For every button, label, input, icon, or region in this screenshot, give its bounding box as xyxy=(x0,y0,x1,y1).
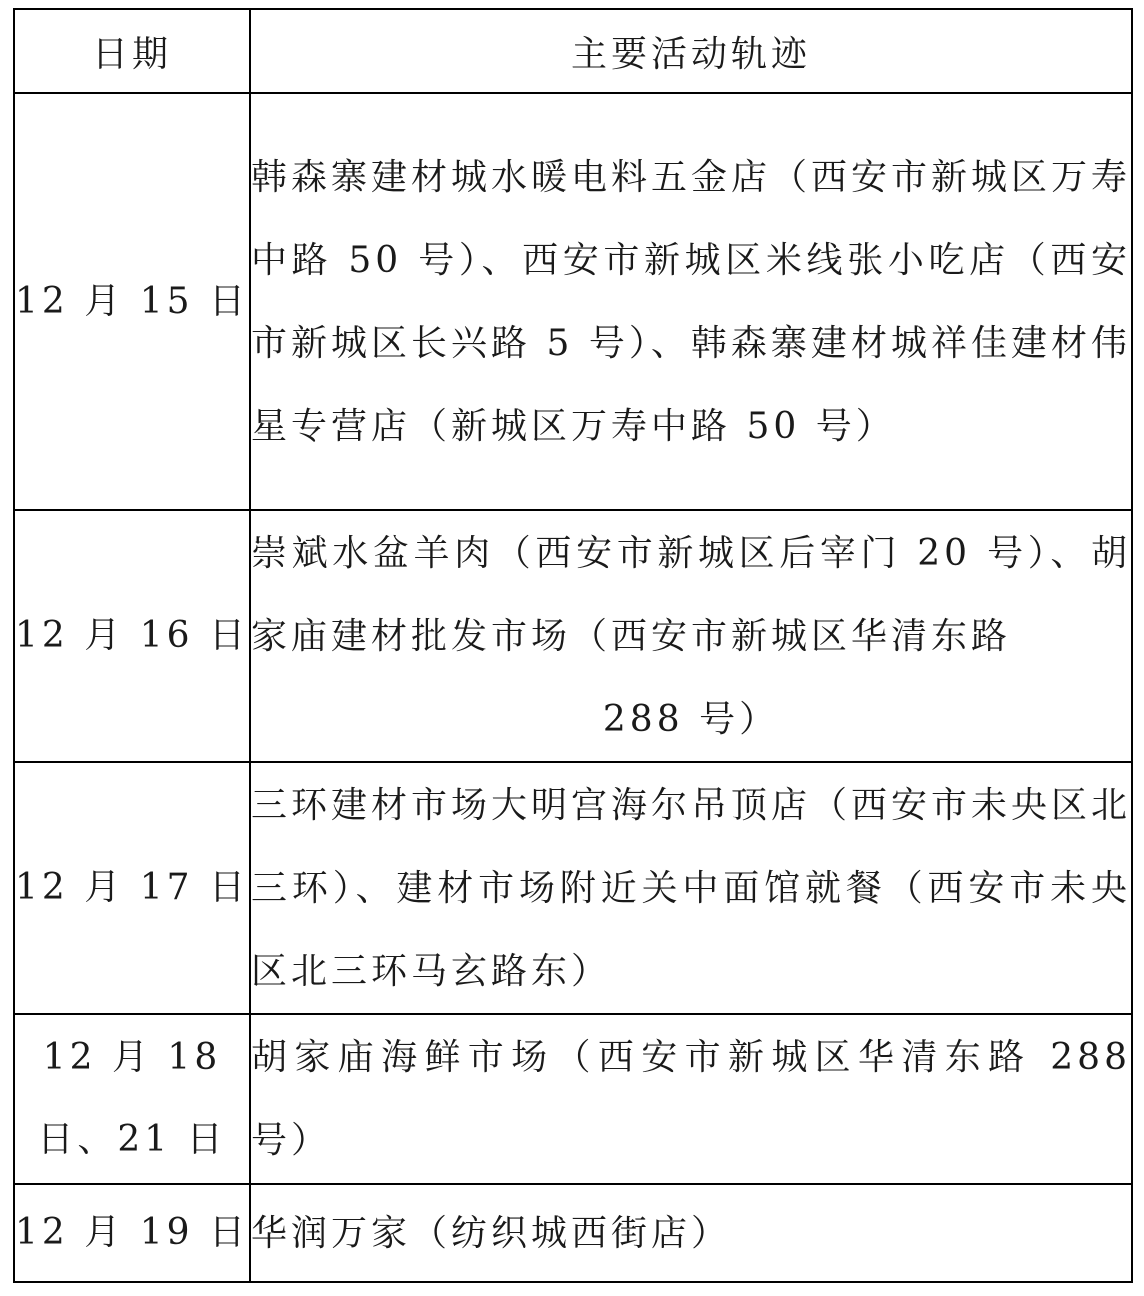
row-activity: 崇斌水盆羊肉（西安市新城区后宰门 20 号）、胡家庙建材批发市场（西安市新城区华清东路 xyxy=(251,532,1131,657)
row-date: 12 月 19 日 xyxy=(14,1184,250,1282)
table-row xyxy=(14,762,1132,1014)
table-row xyxy=(14,510,1132,762)
header-date: 日期 xyxy=(14,9,250,93)
row-date: 12 月 18 日、21 日 xyxy=(14,1014,250,1184)
row-activity-tail: 288 号） xyxy=(602,698,780,740)
table-header-row xyxy=(14,9,1132,93)
row-date: 12 月 16 日 xyxy=(14,510,250,762)
header-activity: 主要活动轨迹 xyxy=(250,9,1132,93)
table-row xyxy=(14,93,1132,510)
row-activity-cell xyxy=(250,510,1132,762)
row-activity: 华润万家（纺织城西街店） xyxy=(250,1184,1132,1282)
table-row xyxy=(14,1184,1132,1282)
row-activity: 三环建材市场大明宫海尔吊顶店（西安市未央区北三环）、建材市场附近关中面馆就餐（西安市未央区北三环马玄路东） xyxy=(250,762,1132,1014)
row-activity: 胡家庙海鲜市场（西安市新城区华清东路 288 号） xyxy=(250,1014,1132,1184)
activity-trace-table xyxy=(13,8,1133,1283)
row-date: 12 月 15 日 xyxy=(14,93,250,510)
table-row xyxy=(14,1014,1132,1184)
row-date: 12 月 17 日 xyxy=(14,762,250,1014)
row-activity: 韩森寨建材城水暖电料五金店（西安市新城区万寿中路 50 号）、西安市新城区米线张小吃店（西安市新城区长兴路 5 号）、韩森寨建材城祥佳建材伟星专营店（新城区万寿中路 50 号） xyxy=(250,93,1132,510)
